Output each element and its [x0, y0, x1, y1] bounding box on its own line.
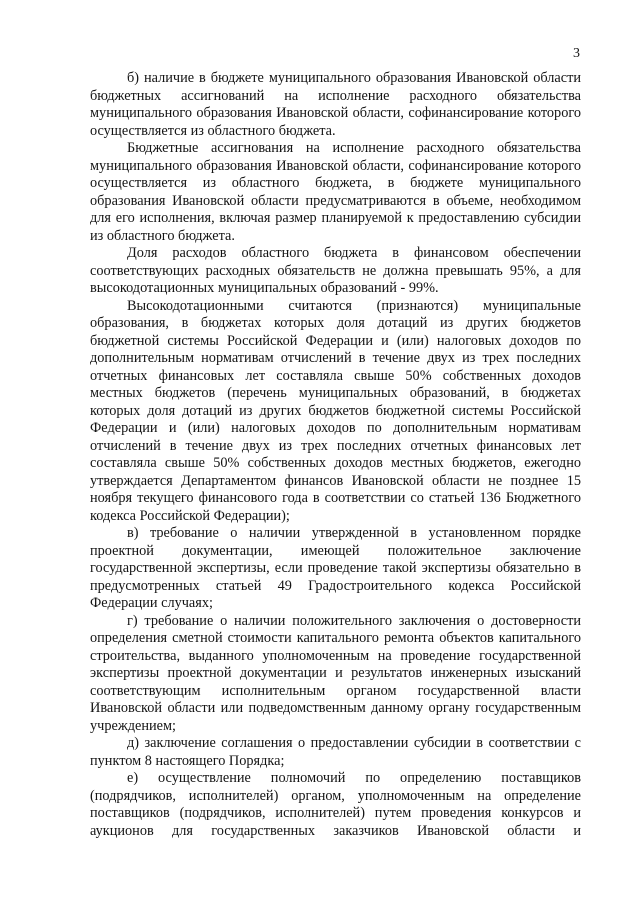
page-number: 3 [573, 46, 580, 61]
paragraph-regional-budget-share: Доля расходов областного бюджета в финансовом обеспечении соответствующих расходных обязательств не должна превышать 95%, а для высокодотационных муниципальных образований - 99%. [90, 245, 581, 296]
paragraph-budget-allocations-volume: Бюджетные ассигнования на исполнение расходного обязательства муниципального образования Ивановской области, софинансирование которого осуществляется из областного бюджета, в бюджете муниципального образования Ивановской области предусматриваются в объеме, необходимом для его исполнения, включая размер планируемой к предоставлению субсидии из областного бюджета. [90, 140, 581, 244]
paragraph-g-cost-estimate-conclusion: г) требование о наличии положительного заключения о достоверности определения сметной стоимости капитального ремонта объектов капитального строительства, выданного уполномоченным на проведение государственной экспертизы проектной документации и результатов инженерных изысканий соответствующим исполнительным органом государственной власти Ивановской области или подведомственным данному органу государственным учреждением; [90, 612, 581, 734]
paragraph-v-project-documentation: в) требование о наличии утвержденной в установленном порядке проектной документации, имеющей положительное заключение государственной экспертизы, если проведение такой экспертизы обязательно в предусмотренных статьей 49 Градостроительного кодекса Российской Федерации случаях; [90, 525, 581, 611]
document-body [90, 70, 581, 840]
paragraph-d-subsidy-agreement: д) заключение соглашения о предоставлении субсидии в соответствии с пунктом 8 настоящего Порядка; [90, 735, 581, 769]
paragraph-e-supplier-determination: е) осуществление полномочий по определению поставщиков (подрядчиков, исполнителей) органом, уполномоченным на определение поставщиков (подрядчиков, исполнителей) путем проведения конкурсов и аукционов для государственных заказчиков Ивановской области и [90, 770, 581, 839]
paragraph-b-budget-allocation: б) наличие в бюджете муниципального образования Ивановской области бюджетных ассигнований на исполнение расходного обязательства муниципального образования Ивановской области, софинансирование которого осуществляется из областного бюджета. [90, 70, 581, 139]
paragraph-highly-subsidized-definition: Высокодотационными считаются (признаются) муниципальные образования, в бюджетах которых доля дотаций из других бюджетов бюджетной системы Российской Федерации и (или) налоговых доходов по дополнительным нормативам отчислений в течение двух из трех последних отчетных финансовых лет составляла свыше 50% собственных доходов местных бюджетов (перечень муниципальных образований, в бюджетах которых доля дотаций из других бюджетов бюджетной системы Российской Федерации и (или) налоговых доходов по дополнительным нормативам отчислений в течение двух из трех последних отчетных финансовых лет составляла свыше 50% собственных доходов местных бюджетов, ежегодно утверждается Департаментом финансов Ивановской области не позднее 15 ноября текущего финансового года в соответствии со статьей 136 Бюджетного кодекса Российской Федерации); [90, 297, 581, 524]
